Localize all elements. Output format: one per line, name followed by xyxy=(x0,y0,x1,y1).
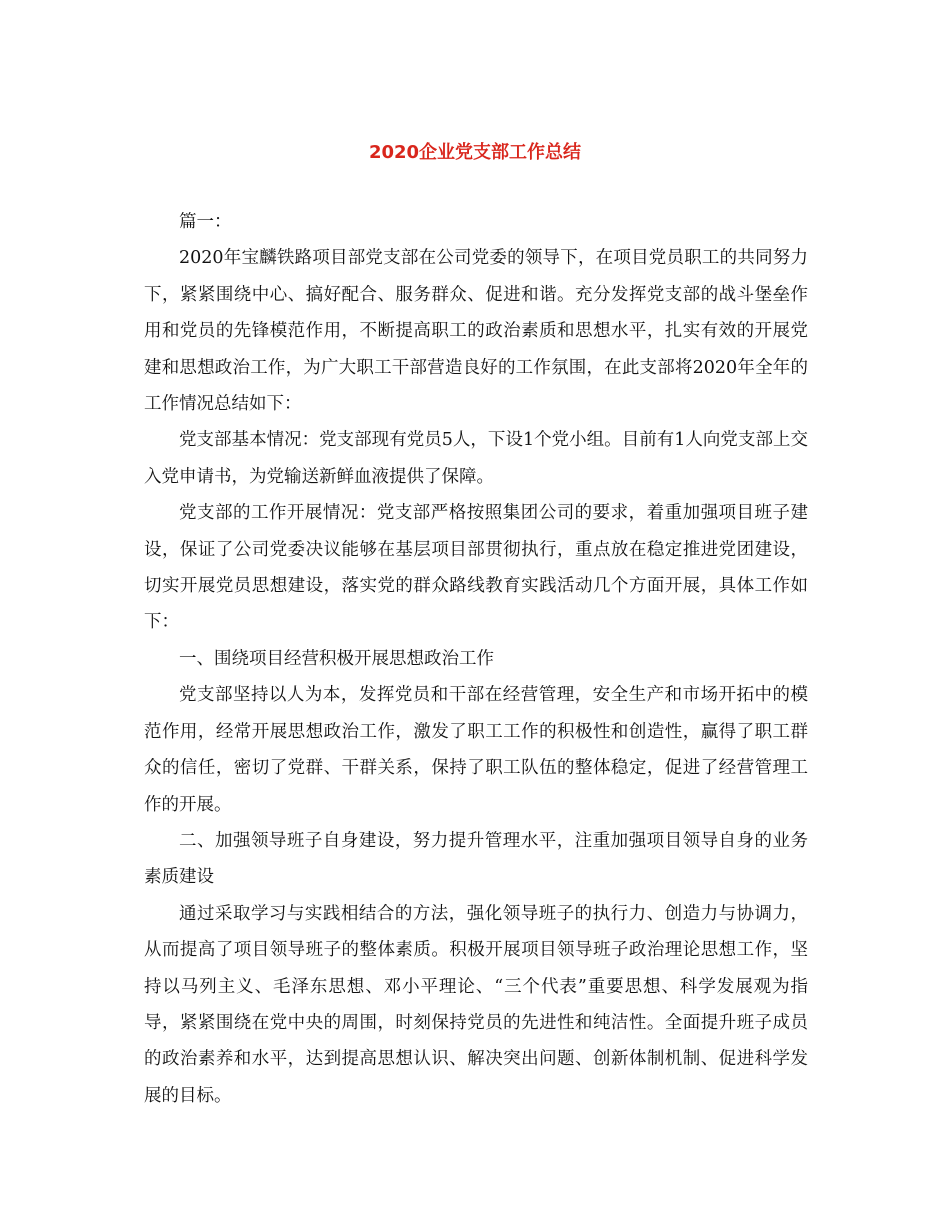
paragraph-intro: 2020年宝麟铁路项目部党支部在公司党委的领导下，在项目党员职工的共同努力下，紧紧围绕中心、搞好配合、服务群众、促进和谐。充分发挥党支部的战斗堡垒作用和党员的先锋模范作用，不断提高职工的政治素质和思想水平，扎实有效的开展党建和思想政治工作，为广大职工干部营造良好的工作氛围，在此支部将2020年全年的工作情况总结如下： xyxy=(144,248,808,415)
paragraph-section-one: 党支部坚持以人为本，发挥党员和干部在经营管理，安全生产和市场开拓中的模范作用，经常开展思想政治工作，激发了职工工作的积极性和创造性，赢得了职工群众的信任，密切了党群、干群关系，保持了职工队伍的整体稳定，促进了经营管理工作的开展。 xyxy=(144,685,808,815)
heading-section-two: 二、加强领导班子自身建设，努力提升管理水平，注重加强项目领导自身的业务素质建设 xyxy=(144,830,808,888)
paragraph-section-label: 篇一： xyxy=(179,212,232,232)
paragraph-basic-situation: 党支部基本情况：党支部现有党员5人，下设1个党小组。目前有1人向党支部上交入党申请书，为党输送新鲜血液提供了保障。 xyxy=(144,430,808,487)
paragraph-work-overview: 党支部的工作开展情况：党支部严格按照集团公司的要求，着重加强项目班子建设，保证了公司党委决议能够在基层项目部贯彻执行，重点放在稳定推进党团建设，切实开展党员思想建设，落实党的群众路线教育实践活动几个方面开展，具体工作如下： xyxy=(144,503,808,633)
document-title: 2020企业党支部工作总结 xyxy=(368,142,582,163)
document-body xyxy=(144,204,808,1114)
paragraph-section-two: 通过采取学习与实践相结合的方法，强化领导班子的执行力、创造力与协调力，从而提高了项目领导班子的整体素质。积极开展项目领导班子政治理论思想工作，坚持以马列主义、毛泽东思想、邓小平理论、“三个代表”重要思想、科学发展观为指导，紧紧围绕在党中央的周围，时刻保持党员的先进性和纯洁性。全面提升班子成员的政治素养和水平，达到提高思想认识、解决突出问题、创新体制机制、促进科学发展的目标。 xyxy=(144,903,808,1106)
heading-section-one: 一、围绕项目经营积极开展思想政治工作 xyxy=(179,648,494,669)
